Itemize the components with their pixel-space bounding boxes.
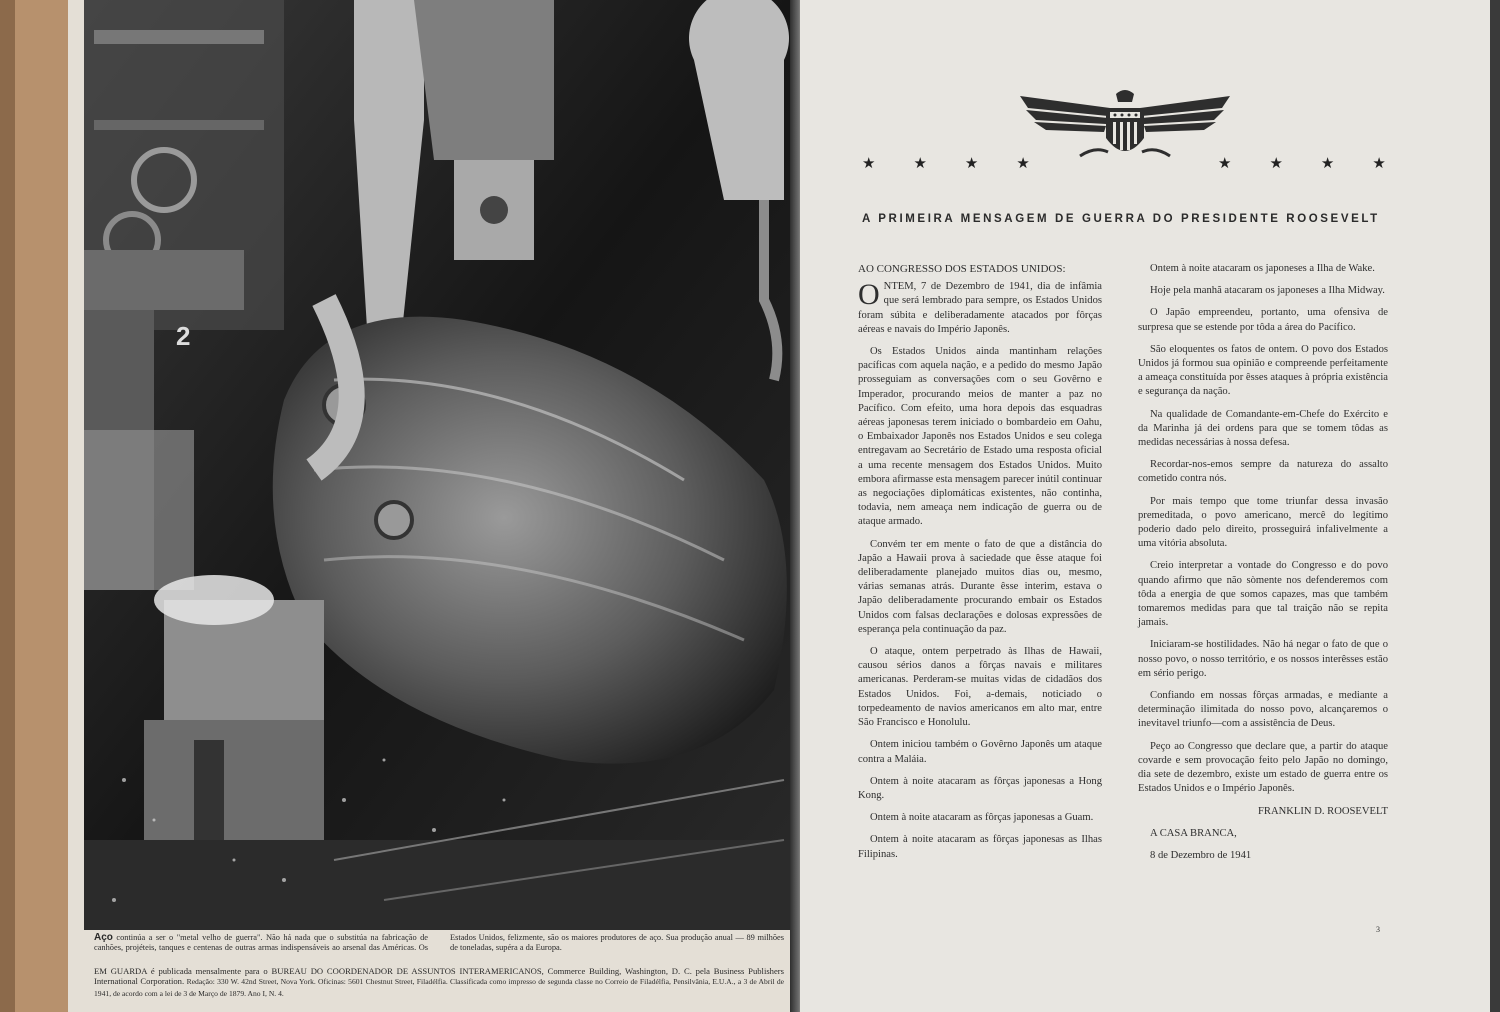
board-shadow — [0, 0, 15, 1012]
paragraph: Convém ter em mente o fato de que a distância do Japão a Hawaii prova à saciedade que êsse ataque foi deliberadamente planejado muitos dias ou, mesmo, várias semanas atrás. Durante êsse interim, estava o Japão deliberadamente procurando embair os Estados Unidos com falsas declarações e dolosas expressões de esperança pela continuação da paz. — [858, 538, 1102, 635]
paragraph: O ataque, ontem perpetrado às Ilhas de Hawaii, causou sérios danos a fôrças navais e militares americanas. Perderam-se muitas vidas de cidadãos dos Estados Unidos. Foi, a-demais, noticiado o torpedeamento de navios americanos em alto mar, entre São Francisco e Honolulu. — [858, 646, 1102, 729]
paragraph: Iniciaram-se hostilidades. Não há negar o fato de que o nosso povo, o nosso território, e os nossos interêsses estão em sério perigo. — [1138, 639, 1388, 679]
paragraph: Ontem iniciou também o Govêrno Japonês um ataque contra a Maláia. — [858, 739, 1102, 765]
right-edge — [1490, 0, 1500, 1012]
paragraph: Os Estados Unidos ainda mantinham relações pacíficas com aquela nação, e a pedido do mesmo Japão prosseguiam as conversações com o seu Govêrno e Imperador, procurando meios de manter a paz no Pacífico. Com efeito, uma hora depois das esquadras aéreas japonesas terem iniciado o bombardeio em Oahu, o Embaixador Japonês nos Estados Unidos e seu colega entregavam ao Secretário de Estado uma resposta oficial a uma recente mensagem dos Estados Unidos. Muito embora afirmasse esta mensagem parecer inútil continuar as negociações diplomáticas existentes, não continha, todavia, nem ameaça nem indicação de guerra ou de ataque armado. — [858, 346, 1102, 528]
star-icon: ★ — [1269, 156, 1321, 172]
caption-label: Aço — [94, 932, 113, 943]
paragraph: O Japão empreendeu, portanto, uma ofensiva de surpresa que se estende por tôda a área do Pacífico. — [1138, 307, 1388, 333]
caption-text: continúa a ser o "metal velho de guerra". Não há nada que o substitúa na fabricação de canhões, projéteis, tanques e centenas de outras armas indispensáveis ao arsenal das Américas. Os Estados Unidos, felizmente, são os maiores produtores de aço. Sua produção anual — 89 milhões de toneladas, supéra a da Europa. — [94, 933, 784, 953]
paragraph: Ontem à noite atacaram as fôrças japonesas a Guam. — [870, 812, 1094, 824]
page-number: 3 — [1376, 925, 1380, 934]
page-title: A PRIMEIRA MENSAGEM DE GUERRA DO PRESIDENTE ROOSEVELT — [862, 213, 1380, 225]
star-icon: ★ — [862, 156, 914, 172]
ladle-number: 2 — [176, 321, 191, 351]
message-column-right — [1138, 262, 1388, 871]
stars-left — [862, 154, 1068, 173]
signature-date: 8 de Dezembro de 1941 — [1150, 849, 1252, 861]
paragraph: São eloquentes os fatos de ontem. O povo dos Estados Unidos já formou sua opinião e compreende perfeitamente a ameaça constituída por êsses ataques à própria existência e segurança da nação. — [1138, 343, 1388, 398]
star-icon: ★ — [913, 156, 965, 172]
publication-imprint — [94, 966, 784, 999]
paragraph: Peço ao Congresso que declare que, a partir do ataque covarde e sem provocação feito pelo Japão no domingo, dia sete de dezembro, existe um estado de guerra entre os Estados Unidos e o Império Japonês. — [1138, 740, 1388, 795]
paragraph: Hoje pela manhã atacaram os japoneses a Ilha Midway. — [1150, 285, 1385, 297]
paragraph: Recordar-nos-emos sempre da natureza do assalto cometido contra nós. — [1138, 459, 1388, 485]
salutation: AO CONGRESSO DOS ESTADOS UNIDOS: — [858, 263, 1066, 275]
paragraph: Creio interpretar a vontade do Congresso e do povo quando afirmo que não sòmente nos defenderemos com tôda a energia de que somos capazes, mas que também tomaremos medidas para que tal traição não se repita jamais. — [1138, 560, 1388, 629]
paragraph: ONTEM, 7 de Dezembro de 1941, dia de infâmia que será lembrado para sempre, os Estados Unidos foram súbita e deliberadamente atacados por fôrças aéreas e navais do Império Japonês. — [858, 278, 1102, 335]
photo-caption — [94, 933, 784, 953]
signature: FRANKLIN D. ROOSEVELT — [1258, 805, 1388, 817]
signature-place: A CASA BRANCA, — [1150, 827, 1237, 839]
star-icon: ★ — [964, 156, 1017, 172]
message-column-left — [858, 262, 1102, 870]
paragraph: Confiando em nossas fôrças armadas, e mediante a determinação ilimitada do nosso povo, alcançaremos o inevitavel triunfo—com a assistência de Deus. — [1138, 690, 1388, 730]
steel-ladle-photo — [84, 0, 790, 930]
star-icon: ★ — [1320, 156, 1373, 172]
paragraph: Ontem à noite atacaram os japoneses a Ilha de Wake. — [1150, 263, 1375, 274]
imprint-small: Redação: 330 W. 42nd Street, Nova York. Oficinas: 5601 Chestnut Street, Filadélfia. Classificada como impresso de segunda classe no Correio de Filadélfia, Pensilvânia, E.U.A., a 3 de Abril de 1941, de acordo com a lei de 3 de Março de 1879. Ano I, N. 4. — [94, 977, 784, 998]
star-icon: ★ — [1218, 156, 1270, 172]
paragraph: Por mais tempo que tome triunfar dessa invasão premeditada, o povo americano, mercê do legítimo poderio dado pelo direito, prosseguirá infalivelmente a uma vitória absoluta. — [1138, 495, 1388, 550]
stars-right — [1218, 154, 1424, 173]
paragraph: Ontem à noite atacaram as fôrças japonesas a Hong Kong. — [858, 775, 1102, 801]
imprint-main: EM GUARDA é publicada mensalmente para o BUREAU DO COORDENADOR DE ASSUNTOS INTERAMERICANOS, Commerce Building, Washington, D. C. pela Business Publishers International Corporation. — [94, 966, 784, 987]
drop-cap: O — [858, 278, 880, 312]
star-icon: ★ — [1372, 156, 1424, 172]
star-icon: ★ — [1016, 156, 1068, 172]
paragraph: Na qualidade de Comandante-em-Chefe do Exército e da Marinha já dei ordens para que se tomem tôdas as medidas necessárias à nossa defesa. — [1138, 408, 1388, 449]
paragraph: Ontem à noite atacaram as fôrças japonesas as Ilhas Filipinas. — [858, 834, 1102, 860]
